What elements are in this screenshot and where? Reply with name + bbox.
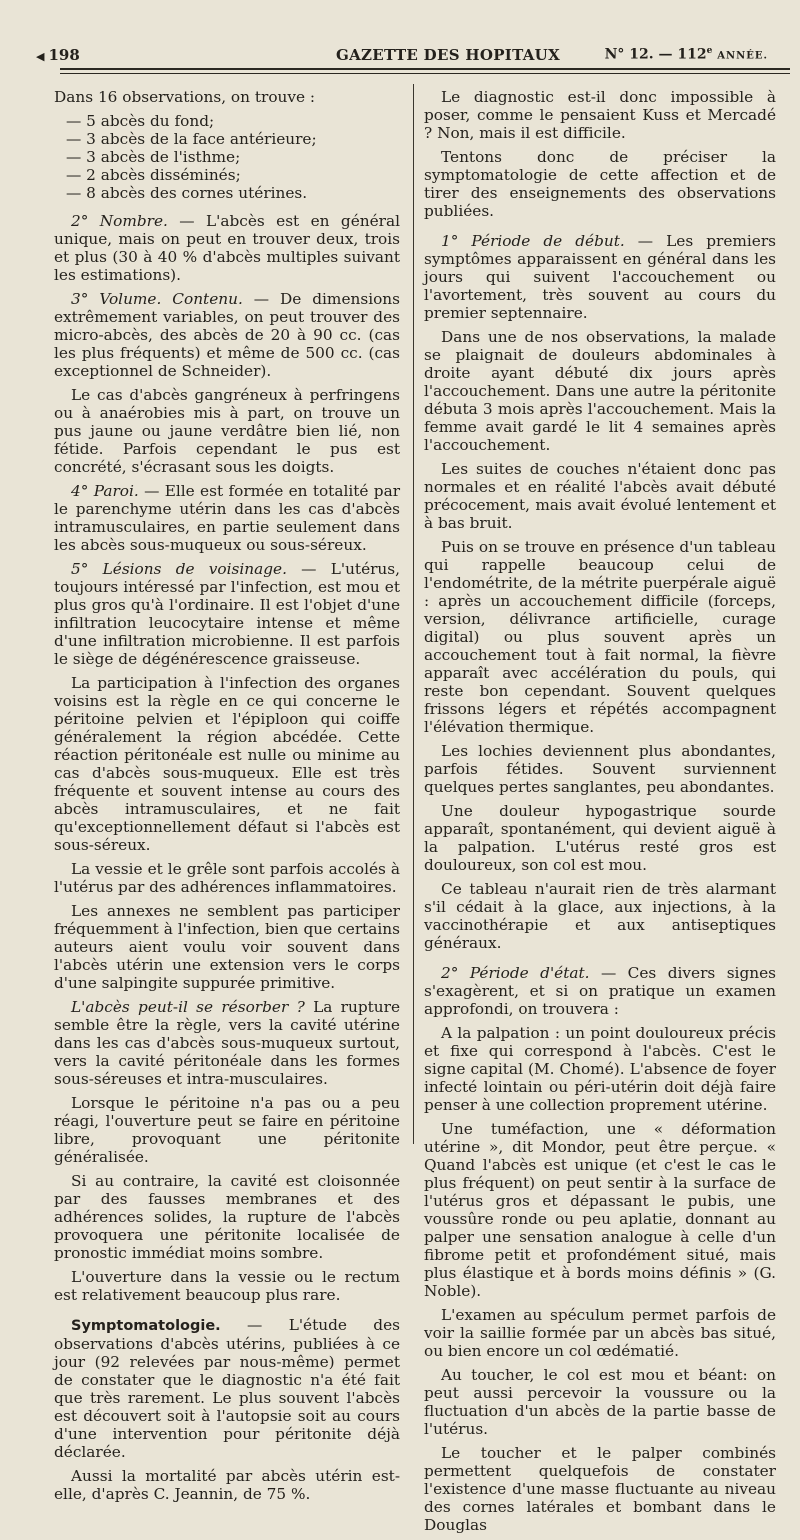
list-item: — 5 abcès du fond; <box>66 112 215 130</box>
page-number: ◀ 198 <box>36 46 80 64</box>
paragraph: Dans une de nos observations, la malade se plaignait de douleurs abdominales à droite ayant débuté dix jours après l'accouchement. Dans une autre la péritonite débuta 3 mois après l'accouchement. Mais la femme avait gardé le lit 4 semaines après l'accouchement. <box>424 328 776 454</box>
paragraph: 3° Volume. Contenu. — De dimensions extrêmement variables, on peut trouver des micro-abcès, des abcès de 20 à 90 cc. (cas les plus fréquents) et même de 500 cc. (cas exceptionnel de Schneider). <box>54 290 400 380</box>
paragraph: Aussi la mortalité par abcès utérin est-elle, d'après C. Jeannin, de 75 %. <box>54 1467 400 1503</box>
list-item: — 2 abcès disséminés; <box>66 166 241 184</box>
paragraph: Une tuméfaction, une « déformation utérine », dit Mondor, peut être perçue. « Quand l'abcès est unique (et c'est le cas le plus fréquent) on peut sentir à la surface de l'utérus gros et dépassant le pubis, une voussûre ronde ou peu aplatie, donnant au palper une sensation analogue à celle d'un fibrome petit et profondément situé, mais plus élastique et à bords moins définis » (G. Noble). <box>424 1120 776 1300</box>
paragraph: La participation à l'infection des organes voisins est la règle en ce qui concerne le péritoine pelvien et l'épiploon qui coiffe généralement la région abcédée. Cette réaction péritonéale est nulle ou minime au cas d'abcès sous-muqueux. Elle est très fréquente et souvent intense au cours des abcès intramusculaires, et ne fait qu'exceptionnellement défaut si l'abcès est sous-séreux. <box>54 674 400 854</box>
arrow-ornament-icon: ◀ <box>36 50 45 63</box>
paragraph: L'examen au spéculum permet parfois de voir la saillie formée par un abcès bas situé, ou bien encore un col œdématié. <box>424 1306 776 1360</box>
paragraph: Les suites de couches n'étaient donc pas normales et en réalité l'abcès avait débuté précocement, mais avait évolué lentement et à bas bruit. <box>424 460 776 532</box>
paragraph: L'ouverture dans la vessie ou le rectum est relativement beaucoup plus rare. <box>54 1268 400 1304</box>
header-rule-thin <box>60 73 790 74</box>
right-column <box>424 88 776 1540</box>
header-rule-thick <box>60 68 790 70</box>
list-item: — 8 abcès des cornes utérines. <box>66 184 308 202</box>
paragraph: Tentons donc de préciser la symptomatologie de cette affection et de tirer des enseignements des observations publiées. <box>424 148 776 220</box>
paragraph: Le toucher et le palper combinés permettent quelquefois de constater l'existence d'une masse fluctuante au niveau des cornes latérales et bombant dans le Douglas <box>424 1444 776 1534</box>
paragraph: 5° Lésions de voisinage. — L'utérus, toujours intéressé par l'infection, est mou et plus gros qu'à l'ordinaire. Il est l'objet d'une infiltration leucocytaire intense et même d'une infiltration microbienne. Il est parfois le siège de dégénérescence graisseuse. <box>54 560 400 668</box>
paragraph: Dans 16 observations, on trouve : <box>54 88 316 106</box>
paragraph: Puis on se trouve en présence d'un tableau qui rappelle beaucoup celui de l'endométrite, de la métrite puerpérale aiguë : après un accouchement difficile (forceps, version, délivrance artificielle, curage digital) ou plus souvent après un accouchement tout à fait normal, la fièvre apparaît avec accélération du pouls, qui reste bon cependant. Souvent quelques frissons légers et répétés accompagnent l'élévation thermique. <box>424 538 776 736</box>
paragraph: Lorsque le péritoine n'a pas ou a peu réagi, l'ouverture peut se faire en péritoine libre, provoquant une péritonite généralisée. <box>54 1094 400 1166</box>
paragraph: A la palpation : un point douloureux précis et fixe qui correspond à l'abcès. C'est le signe capital (M. Chomé). L'absence de foyer infecté lointain ou péri-utérin doit déjà faire penser à une collection proprement utérine. <box>424 1024 776 1114</box>
paragraph: Si au contraire, la cavité est cloisonnée par des fausses membranes et des adhérences solides, la rupture de l'abcès provoquera une péritonite localisée de pronostic immédiat moins sombre. <box>54 1172 400 1262</box>
issue-number: N° 12. — 112e ANNÉE. <box>604 46 768 63</box>
paragraph: 2° Période d'état. — Ces divers signes s'exagèrent, et si on pratique un examen approfondi, on trouvera : <box>424 964 776 1018</box>
paragraph: Les annexes ne semblent pas participer fréquemment à l'infection, bien que certains auteurs aient voulu voir souvent dans l'abcès utérin une extension vers le corps d'une salpingite suppurée primitive. <box>54 902 400 992</box>
paragraph: Une douleur hypogastrique sourde apparaît, spontanément, qui devient aiguë à la palpation. L'utérus resté gros est douloureux, son col est mou. <box>424 802 776 874</box>
list-item: — 3 abcès de l'isthme; <box>66 148 241 166</box>
paragraph: Les lochies deviennent plus abondantes, parfois fétides. Souvent surviennent quelques pertes sanglantes, peu abondantes. <box>424 742 776 796</box>
paragraph: Ce tableau n'aurait rien de très alarmant s'il cédait à la glace, aux injections, à la vaccinothérapie et aux antiseptiques généraux. <box>424 880 776 952</box>
paragraph: Symptomatologie. — L'étude des observations d'abcès utérins, publiées à ce jour (92 relevées par nous-même) permet de constater que le diagnostic n'a été fait que très rarement. Le plus souvent l'abcès est découvert soit à l'autopsie soit au cours d'une intervention pour péritonite déjà déclarée. <box>54 1316 400 1461</box>
paragraph: Au toucher, le col est mou et béant: on peut aussi percevoir la voussure ou la fluctuation d'un abcès de la partie basse de l'utérus. <box>424 1366 776 1438</box>
list-item: — 3 abcès de la face antérieure; <box>66 130 317 148</box>
paragraph: La vessie et le grêle sont parfois accolés à l'utérus par des adhérences inflammatoires. <box>54 860 400 896</box>
location-list <box>54 112 400 202</box>
section-heading: Symptomatologie. <box>71 1318 221 1334</box>
journal-title: GAZETTE DES HOPITAUX <box>336 46 561 64</box>
paragraph: L'abcès peut-il se résorber ? La rupture semble être la règle, vers la cavité utérine dans les cas d'abcès sous-muqueux surtout, vers la cavité péritonéale dans les formes sous-séreuses et intra-musculaires. <box>54 998 400 1088</box>
paragraph: Le diagnostic est-il donc impossible à poser, comme le pensaient Kuss et Mercadé ? Non, mais il est difficile. <box>424 88 776 142</box>
paragraph: 2° Nombre. — L'abcès est en général unique, mais on peut en trouver deux, trois et plus (30 à 40 % d'abcès multiples suivant les estimations). <box>54 212 400 284</box>
paragraph: Le cas d'abcès gangréneux à perfringens ou à anaérobies mis à part, on trouve un pus jaune ou jaune verdâtre bien lié, non fétide. Parfois cependant le pus est concrété, s'écrasant sous les doigts. <box>54 386 400 476</box>
running-header <box>36 44 778 66</box>
paragraph: 4° Paroi. — Elle est formée en totalité par le parenchyme utérin dans les cas d'abcès intramusculaires, en partie seulement dans les abcès sous-muqueux ou sous-séreux. <box>54 482 401 554</box>
paragraph: 1° Période de début. — Les premiers symptômes apparaissent en général dans les jours qui suivent l'accouchement ou l'avortement, très souvent au cours du premier septennaire. <box>424 232 777 322</box>
left-column <box>54 88 400 1509</box>
column-separator <box>413 84 414 1144</box>
